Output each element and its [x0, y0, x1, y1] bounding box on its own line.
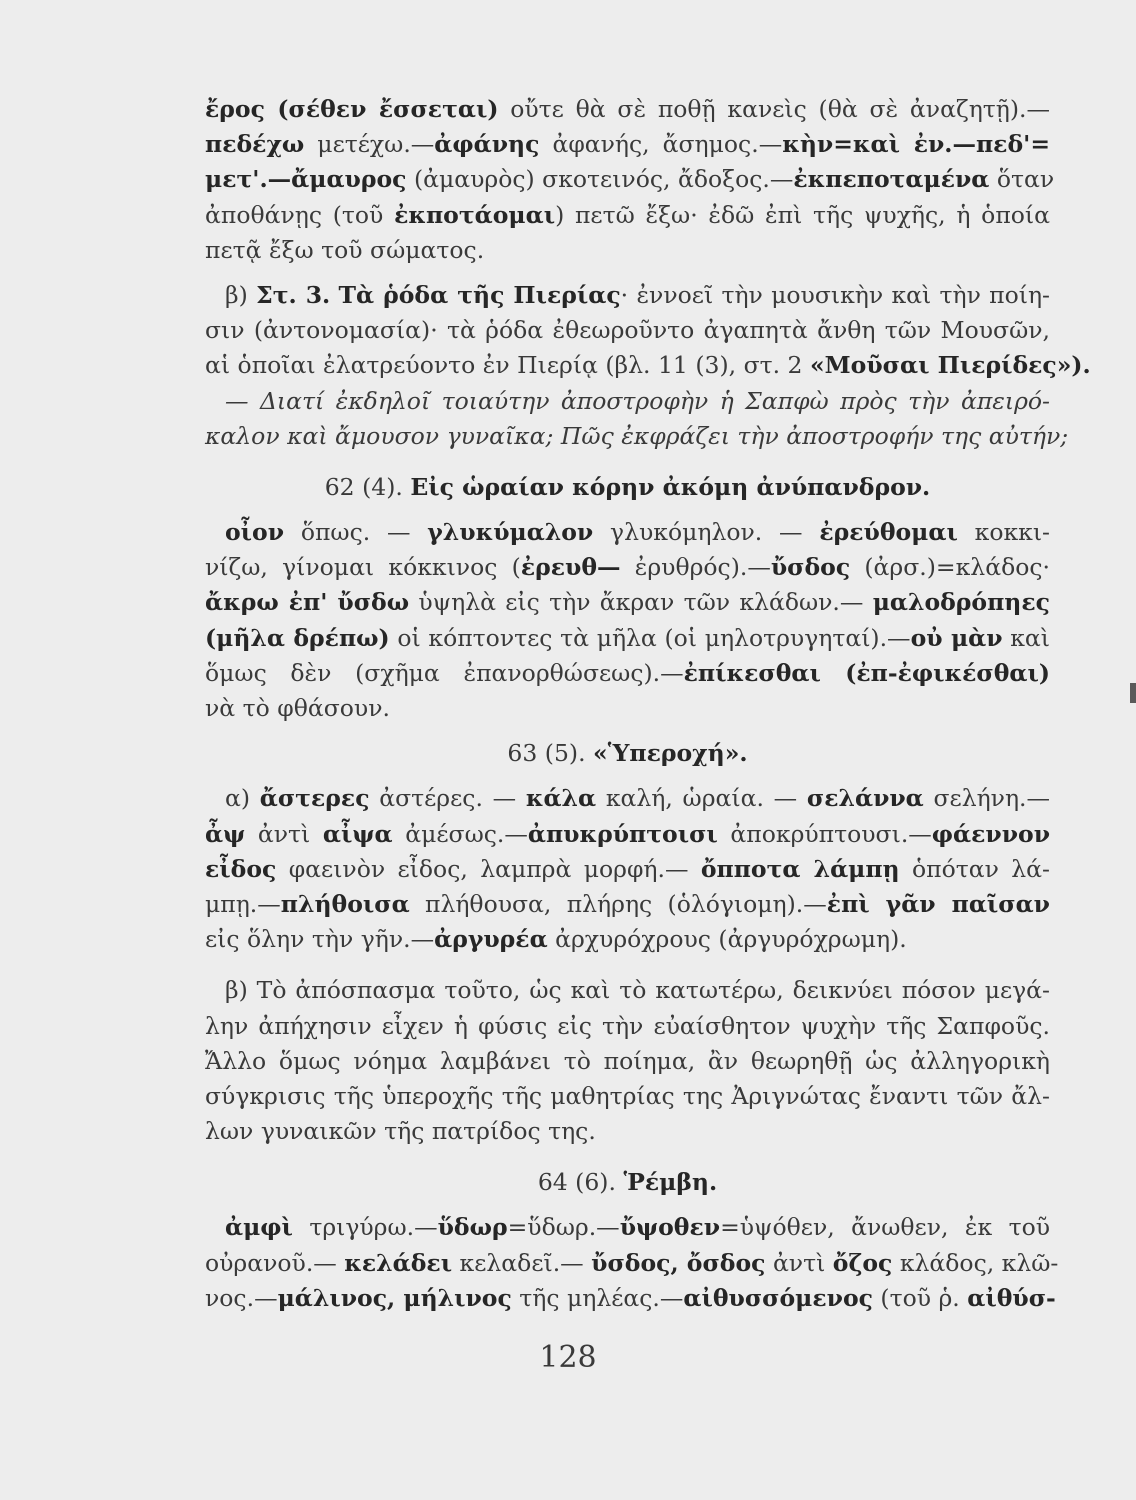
gloss-line: [205, 621, 1050, 656]
lemma-term: οὐ μὰν: [910, 623, 1003, 652]
gloss-line: [205, 1210, 1050, 1245]
lemma-term: αἶψα: [322, 819, 393, 848]
para-line: [205, 313, 1050, 348]
lemma-term: κελάδει: [344, 1248, 453, 1277]
gloss-line: [205, 656, 1050, 691]
gloss-text: καλή, ὡραία. —: [596, 784, 807, 813]
gloss-text: (ἀμαυρὸς) σκοτεινός, ἄδοξος.—: [406, 165, 794, 194]
gloss-text: σελήνη.—: [923, 784, 1051, 813]
gloss-text: οὐρανοῦ.—: [205, 1248, 345, 1277]
gloss-text: ἀφανής, ἄσημος.—: [539, 130, 783, 159]
gloss-text: α): [225, 784, 260, 813]
gloss-line: [205, 781, 1050, 816]
gloss-text: ) πετῶ ἔξω· ἐδῶ ἐπὶ τῆς ψυχῆς, ἡ ὁποία: [555, 200, 1050, 229]
gloss-text: ἀντὶ: [765, 1248, 833, 1277]
paragraph-pieria: [205, 278, 1091, 454]
gloss-text: (τοῦ ῥ.: [872, 1283, 968, 1312]
gloss-block-64: [205, 1210, 1059, 1316]
lemma-term: μάλινος, μήλινος: [277, 1283, 512, 1312]
lemma-term: ἄκρω ἐπ' ὔσδω: [205, 588, 410, 617]
para-line: [205, 1114, 1050, 1149]
gloss-line: [205, 515, 1050, 550]
lemma-term: ἀπυκρύπτοισι: [527, 819, 718, 848]
verse-ref: Στ. 3.: [256, 280, 331, 309]
lemma-term: κὴν=καὶ ἐν.—πεδ'=: [782, 130, 1051, 159]
gloss-line: [205, 1281, 1056, 1316]
lemma-term: ἆψ: [205, 819, 246, 848]
lemma-term: οἶον: [225, 518, 285, 547]
gloss-text: ἀμέσως.—: [392, 819, 528, 848]
gloss-block-63: [205, 781, 1050, 957]
lemma-term: γλυκύμαλον: [427, 518, 594, 547]
lemma-term: ἀργυρέα: [434, 925, 548, 954]
para-line: [205, 973, 1050, 1008]
gloss-line: [205, 127, 1050, 162]
lemma-term: μαλοδρόπηες: [872, 588, 1050, 617]
question-text: — Διατί ἐκδηλοῖ τοιαύτην ἀποστροφὴν ἡ Σαπφὼ πρὸς τὴν ἀπειρό-: [225, 386, 1050, 415]
page-number: 128: [539, 1340, 597, 1375]
lemma-term: αἰθυσσόμενος: [683, 1283, 873, 1312]
lemma-term: σελάννα: [806, 784, 924, 813]
gloss-block-top: [205, 92, 1055, 268]
gloss-text: νὰ τὸ φθάσουν.: [205, 694, 390, 722]
lemma-term: ὔσδος: [770, 553, 851, 582]
gloss-text: πλήθουσα, πλήρης (ὁλόγιομη).—: [409, 889, 827, 918]
gloss-text: ἀντὶ: [245, 819, 323, 848]
cross-ref: «Μοῦσαι Πιερίδες»).: [809, 351, 1091, 380]
gloss-line: [205, 550, 1050, 585]
paragraph-63b: [205, 973, 1050, 1149]
gloss-text: μετέχω.—: [304, 130, 435, 159]
gloss-line: [205, 585, 1050, 620]
gloss-line: [205, 198, 1050, 233]
gloss-text: νος.—: [205, 1283, 278, 1312]
gloss-text: ὁπόταν λά-: [899, 854, 1050, 883]
para-text: σιν (ἀντονομασία)· τὰ ῥόδα ἐθεωροῦντο ἀγαπητὰ ἄνθη τῶν Μουσῶν,: [205, 316, 1050, 345]
section-label: β): [225, 280, 248, 309]
question-line: [205, 384, 1050, 419]
poem-title: Εἰς ὡραίαν κόρην ἀκόμη ἀνύπανδρον.: [410, 472, 931, 501]
gloss-text: οὔτε θὰ σὲ ποθῇ κανεὶς (θὰ σὲ ἀναζητῇ).—: [498, 95, 1050, 123]
lemma-term: ἀφάνης: [434, 130, 540, 159]
gloss-line: [205, 233, 1050, 268]
gloss-text: κοκκι-: [957, 518, 1050, 547]
gloss-text: τριγύρω.—: [292, 1213, 438, 1242]
para-text: αἱ ὁποῖαι ἐλατρεύοντο ἐν Πιερίᾳ (βλ. 11 (3), στ. 2: [205, 351, 810, 380]
heading-64: [205, 1165, 1050, 1200]
gloss-text: ὅταν: [989, 165, 1055, 194]
lemma-term: ἀμφὶ: [225, 1213, 293, 1242]
lemma-term: ὄζος: [832, 1248, 893, 1277]
lemma-term: ἐπίκεσθαι (ἐπ-ἐφικέσθαι): [683, 658, 1050, 687]
para-text: β) Τὸ ἀπόσπασμα τοῦτο, ὡς καὶ τὸ κατωτέρω, δεικνύει πόσον μεγά-: [225, 976, 1050, 1005]
gloss-text: ὅμως δὲν (σχῆμα ἐπανορθώσεως).—: [205, 658, 684, 687]
poem-number: 62 (4).: [324, 472, 403, 501]
para-text: λην ἀπήχησιν εἶχεν ἡ φύσις εἰς τὴν εὐαίσθητον ψυχὴν τῆς Σαπφοῦς.: [205, 1011, 1050, 1040]
gloss-text: ἐρυθρός).—: [620, 553, 771, 582]
gloss-text: κλάδος, κλῶ-: [892, 1248, 1059, 1277]
lemma-term: αἰθύσ-: [967, 1283, 1056, 1312]
gloss-text: καὶ: [1002, 623, 1050, 652]
gloss-line: [205, 92, 1050, 127]
para-line: [205, 348, 1091, 383]
gloss-text: οἱ κόπτοντες τὰ μῆλα (οἱ μηλοτρυγηταί).—: [389, 623, 911, 652]
gloss-text: κελαδεῖ.—: [452, 1248, 592, 1277]
gloss-block-62: [205, 515, 1050, 726]
lemma-term: ὔσδος, ὄσδος: [591, 1248, 766, 1277]
question-text: καλον καὶ ἄμουσον γυναῖκα; Πῶς ἐκφράζει τὴν ἀποστροφήν της αὐτήν;: [205, 421, 1069, 450]
lemma-term: πεδέχω: [205, 130, 305, 159]
lemma-term: ἐκπεποταμένα: [793, 165, 990, 194]
lemma-term: ἐκποτάομαι: [394, 200, 556, 229]
lemma-term: ἐρεύθομαι: [819, 518, 958, 547]
para-text: · ἐννοεῖ τὴν μουσικὴν καὶ τὴν ποίη-: [620, 280, 1051, 309]
poem-number: 63 (5).: [507, 739, 586, 768]
gloss-line: [205, 922, 1050, 957]
lemma-term: κάλα: [525, 784, 597, 813]
para-line: [205, 1079, 1050, 1114]
para-text: λων γυναικῶν τῆς πατρίδος της.: [205, 1117, 596, 1146]
heading-62: [205, 470, 1050, 505]
para-line: [205, 1044, 1050, 1079]
poem-number: 64 (6).: [537, 1168, 616, 1197]
gloss-text: ἀποθάνῃς (τοῦ: [205, 200, 395, 229]
phrase-title: Τὰ ῥόδα τῆς Πιερίας: [338, 280, 621, 309]
gloss-line: [205, 162, 1055, 197]
para-line: [205, 278, 1050, 313]
para-line: [205, 1009, 1050, 1044]
gloss-text: μπῃ.—: [205, 889, 281, 918]
gloss-text: ἀποκρύπτουσι.—: [717, 819, 932, 848]
lemma-term: ὄπποτα λάμπῃ: [700, 854, 900, 883]
poem-title: Ῥέμβη.: [623, 1168, 718, 1197]
gloss-text: νίζω, γίνομαι κόκκινος (: [205, 553, 521, 582]
gloss-line: [205, 691, 1050, 726]
gloss-text: =ὕδωρ.—: [507, 1213, 620, 1242]
gloss-line: [205, 887, 1050, 922]
gloss-text: =ὑψόθεν, ἄνωθεν, ἐκ τοῦ: [720, 1213, 1050, 1242]
gloss-text: ὅπως. —: [284, 518, 428, 547]
lemma-term: πλήθοισα: [280, 889, 410, 918]
gloss-text: πετᾷ ἔξω τοῦ σώματος.: [205, 235, 485, 264]
lemma-term: ἄστερες: [259, 784, 370, 813]
page-edge-mark: [1130, 683, 1136, 703]
para-text: σύγκρισις τῆς ὑπεροχῆς τῆς μαθητρίας της Ἀριγνώτας ἔναντι τῶν ἄλ-: [205, 1081, 1050, 1110]
gloss-text: ἀστέρες. —: [369, 784, 526, 813]
gloss-text: ἀρχυρόχρους (ἀργυρόχρωμη).: [547, 925, 907, 954]
question-line: [205, 419, 1069, 454]
lemma-term: ἐρευθ—: [520, 553, 621, 582]
para-text: Ἄλλο ὅμως νόημα λαμβάνει τὸ ποίημα, ἂν θεωρηθῇ ὡς ἀλληγορικὴ: [205, 1046, 1050, 1075]
lemma-term: φάεννον: [931, 819, 1051, 848]
gloss-text: φαεινὸν εἶδος, λαμπρὰ μορφή.—: [276, 854, 701, 883]
lemma-term: (μῆλα δρέπω): [205, 623, 390, 652]
lemma-term: ἐπὶ γᾶν παῖσαν: [826, 889, 1050, 918]
gloss-text: (ἀρσ.)=κλάδος·: [850, 553, 1050, 582]
lemma-term: ἔρος (σέθεν ἔσσεται): [205, 95, 499, 123]
gloss-text: γλυκόμηλον. —: [593, 518, 820, 547]
lemma-term: ὔψοθεν: [619, 1213, 721, 1242]
gloss-line: [205, 852, 1050, 887]
gloss-text: εἰς ὅλην τὴν γῆν.—: [205, 925, 435, 954]
poem-title: «Ὑπεροχή».: [593, 739, 748, 768]
lemma-term: μετ'.—ἄμαυρος: [205, 165, 407, 194]
gloss-line: [205, 817, 1050, 852]
gloss-line: [205, 1246, 1059, 1281]
gloss-text: τῆς μηλέας.—: [511, 1283, 684, 1312]
gloss-text: ὑψηλὰ εἰς τὴν ἄκραν τῶν κλάδων.—: [409, 588, 873, 617]
lemma-term: ὕδωρ: [437, 1213, 508, 1242]
heading-63: [205, 736, 1050, 771]
lemma-term: εἶδος: [205, 854, 277, 883]
page-body: [205, 92, 1091, 1316]
